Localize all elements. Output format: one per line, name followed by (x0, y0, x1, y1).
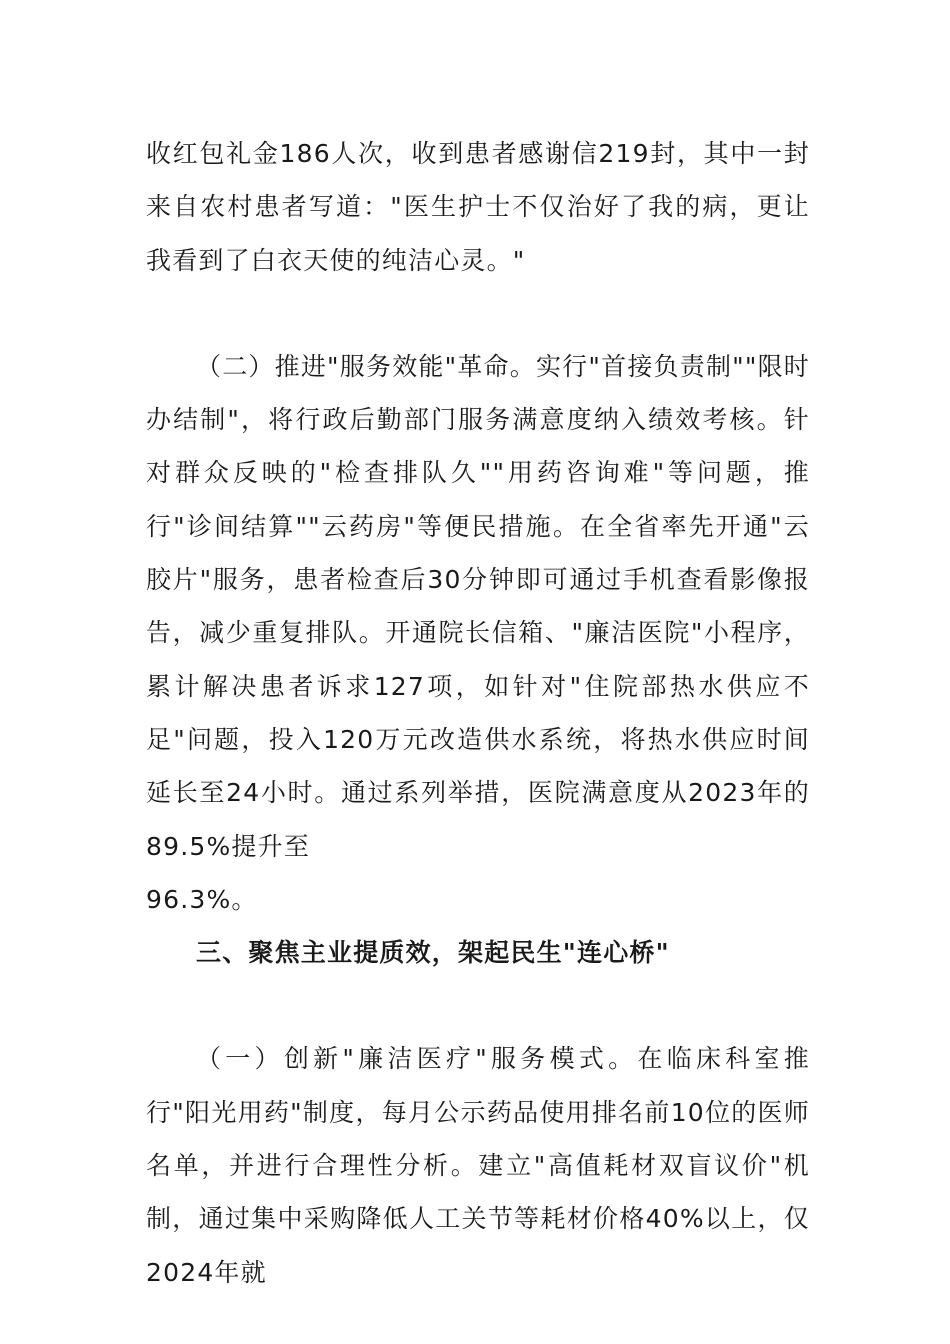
paragraph-service-efficiency-block (146, 340, 810, 926)
section-heading: 三、聚焦主业提质效，架起民生"连心桥" (196, 938, 670, 968)
document-body (146, 127, 810, 1299)
paragraph-clean-medical: （一）创新"廉洁医疗"服务模式。在临床科室推行"阳光用药"制度，每月公示药品使用排名前10位的医师名单，并进行合理性分析。建立"高值耗材双盲议价"机制，通过集中采购降低人工关节等耗材价格40%以上，仅2024年就 (146, 1044, 810, 1287)
paragraph-service-efficiency-tail: 96.3%。 (146, 884, 258, 914)
paragraph-continued: 收红包礼金186人次，收到患者感谢信219封，其中一封来自农村患者写道："医生护士不仅治好了我的病，更让我看到了白衣天使的纯洁心灵。" (146, 139, 810, 275)
paragraph-service-efficiency: （二）推进"服务效能"革命。实行"首接负责制""限时办结制"，将行政后勤部门服务满意度纳入绩效考核。针对群众反映的"检查排队久""用药咨询难"等问题，推行"诊间结算""云药房"等便民措施。在全省率先开通"云胶片"服务，患者检查后30分钟即可通过手机查看影像报告，减少重复排队。开通院长信箱、"廉洁医院"小程序，累计解决患者诉求127项，如针对"住院部热水供应不足"问题，投入120万元改造供水系统，将热水供应时间延长至24小时。通过系列举措，医院满意度从2023年的89.5%提升至 (146, 351, 810, 861)
